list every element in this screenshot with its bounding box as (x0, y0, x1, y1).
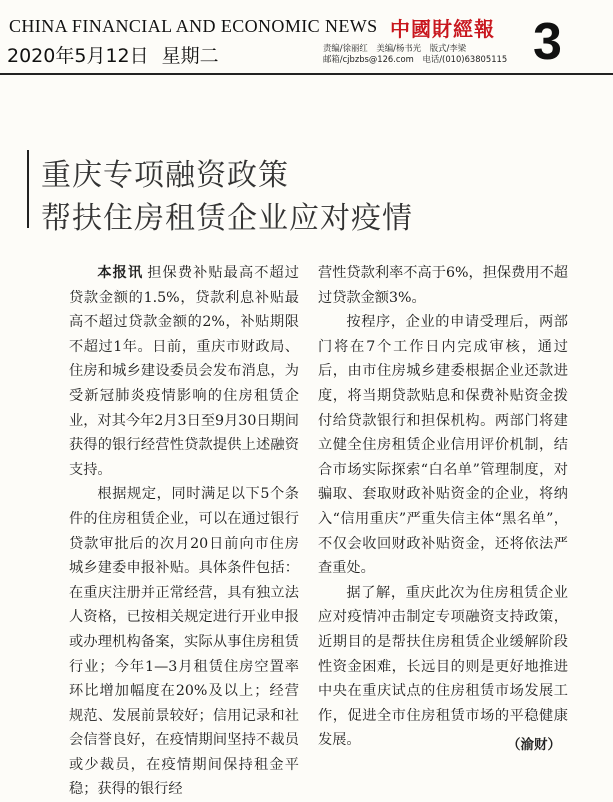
headline-accent-bar (27, 150, 29, 228)
layout-editor: 版式/李梁 (429, 43, 467, 53)
art-editor: 美编/杨书光 (376, 43, 422, 53)
date-text: 2020年5月12日 (7, 45, 149, 67)
article-paragraph: 按程序，企业的申请受理后，两部门将在7个工作日内完成审核，通过后，由市住房城乡建委根据企业还款进度，将当期贷款贴息和保费补贴资金拨付给贷款银行和担保机构。两部门将建立健全住房租赁企业信用评价机制，结合市场实际探索“白名单”管理制度，对骗取、套取财政补贴资金的企业，将纳入“信用重庆”严重失信主体“黑名单”，不仅会收回财政补贴资金，还将依法严查重处。 (318, 314, 568, 577)
masthead-chinese-logo: 中國財經報 (390, 17, 495, 41)
headline-line-2: 帮扶住房租赁企业应对疫情 (41, 201, 413, 236)
paragraph-text: 担保费补贴最高不超过贷款金额的1.5%，贷款利息补贴最高不超过贷款金额的2%，补贴期限不超过1年。日前，重庆市财政局、住房和城乡建设委员会发布消息，为受新冠肺炎疫情影响的住房租赁企业，对其今年2月3日至9月30日期间获得的银行经营性贷款提供上述融资支持。 (69, 265, 299, 478)
article-paragraph: 营性贷款利率不高于6%，担保费用不超过贷款金额3%。 (318, 265, 568, 306)
headline-line-1: 重庆专项融资政策 (41, 158, 289, 193)
responsible-editor: 责编/徐丽红 (323, 43, 368, 53)
article-column-left (69, 261, 299, 802)
issue-date (7, 41, 226, 68)
article-paragraph: 据了解，重庆此次为住房租赁企业应对疫情冲击制定专项融资支持政策，近期目的是帮扶住房租赁企业缓解阶段性资金困难，长远目的则是更好地推进中央在重庆试点的住房租赁市场发展工作，促进全市住房租赁市场的平稳健康发展。 (318, 584, 568, 749)
weekday-text: 星期二 (161, 45, 219, 67)
contact-email: 邮箱/cjbzbs@126.com (323, 54, 414, 64)
article-paragraph: 根据规定，同时满足以下5个条件的住房租赁企业，可以在通过银行贷款审批后的次月20日前向市住房城乡建委申报补贴。具体条件包括：在重庆注册并正常经营，具有独立法人资格，已按相关规定进行开业申报或办理机构备案，实际从事住房租赁行业；今年1—3月租赁住房空置率环比增加幅度在20%及以上；经营规范、发展前景较好；信用记录和社会信誉良好，在疫情期间坚持不裁员或少裁员，在疫情期间保持租金平稳；获得的银行经 (69, 486, 299, 798)
header-divider (0, 73, 613, 75)
page-number: 3 (533, 13, 562, 71)
contact-phone: 电话/(010)63805115 (422, 54, 508, 64)
editor-line (323, 43, 523, 54)
article-signature: （渝财） (507, 737, 561, 753)
article-column-right (318, 261, 568, 753)
contact-line (323, 54, 523, 65)
article-paragraph (69, 261, 299, 482)
byline: 本报讯 (97, 265, 144, 281)
masthead-english-name: CHINA FINANCIAL AND ECONOMIC NEWS (9, 16, 378, 36)
editor-credits (323, 43, 523, 65)
